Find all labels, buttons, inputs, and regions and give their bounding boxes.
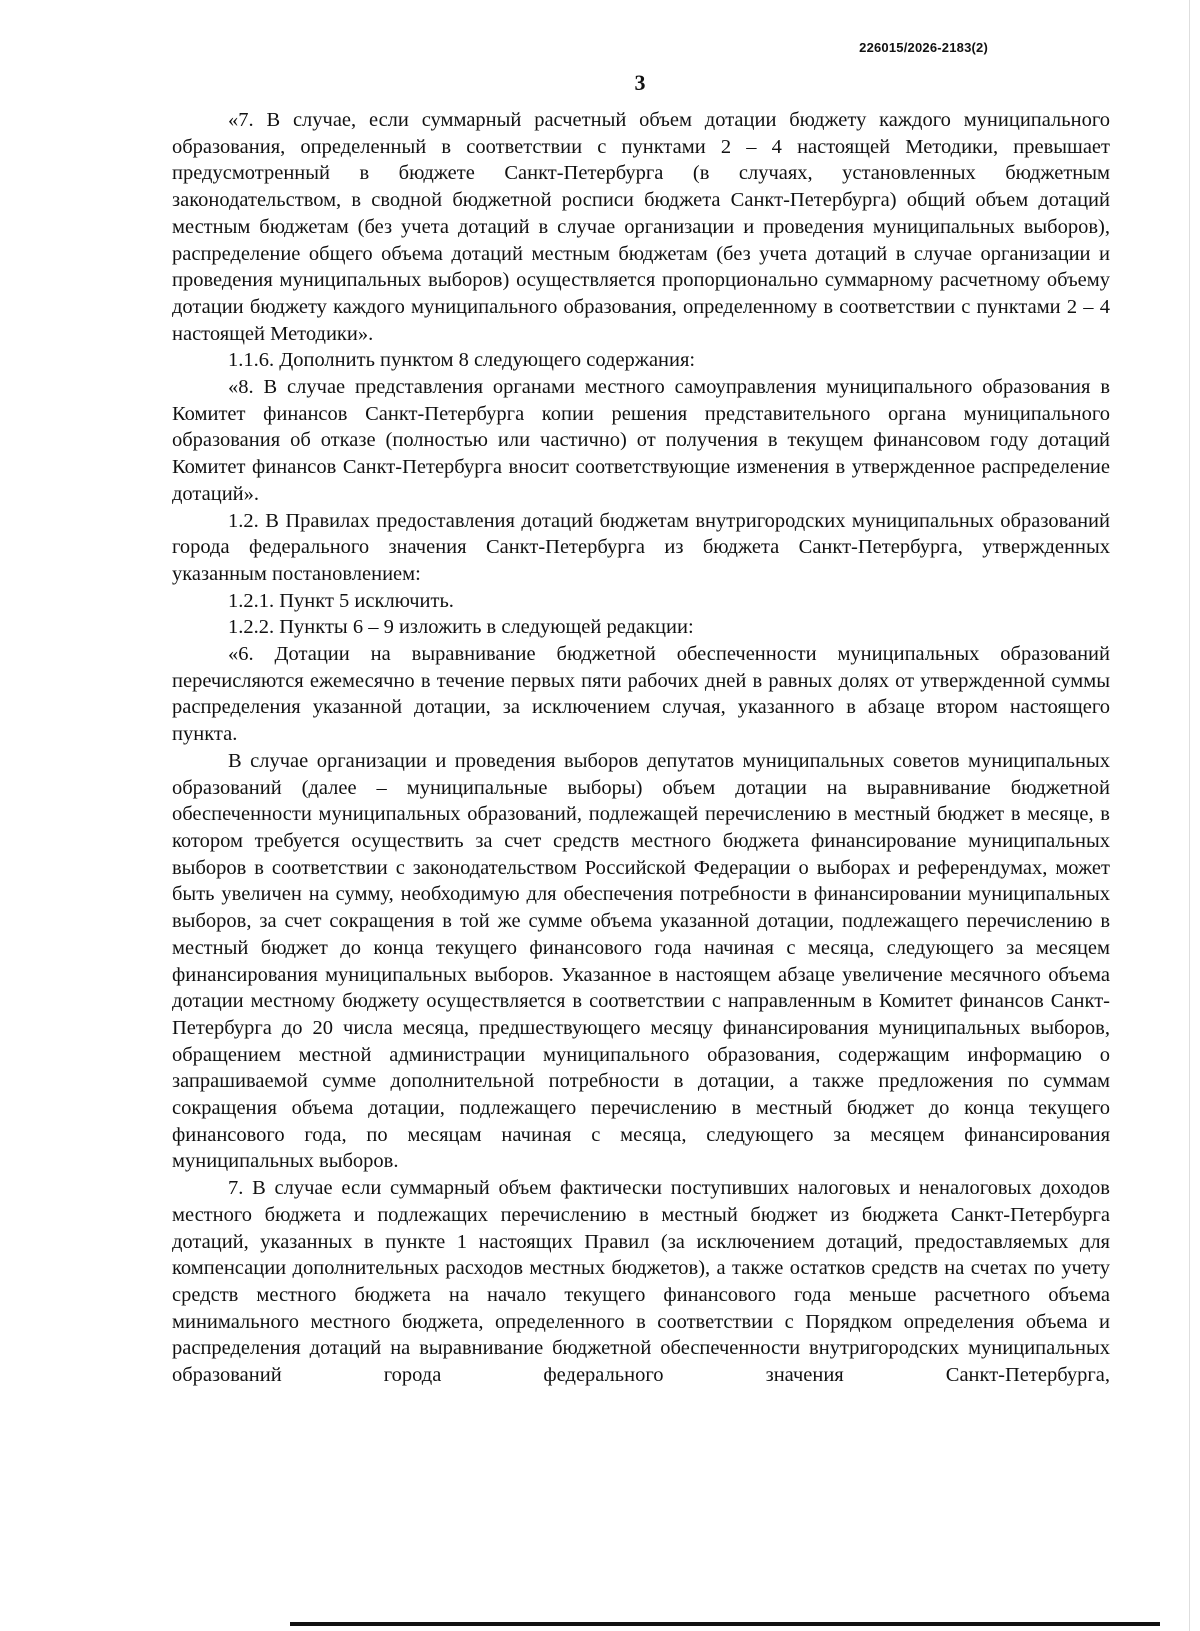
paragraph-rules-item-6-second-part: В случае организации и проведения выборов депутатов муниципальных советов муниципальных образований (далее – муниципальные выборы) объем дотации на выравнивание бюджетной обеспеченности муниципальных образований, подлежащей перечислению в местный бюджет в месяце, в котором требуется осуществить за счет средств местного бюджета финансирование муниципальных выборов в соответствии с законодательством Российской Федерации о выборах и референдумах, может быть увеличен на сумму, необходимую для обеспечения потребности в финансировании муниципальных выборов, за счет сокращения в той же сумме объема указанной дотации, подлежащего перечислению в местный бюджет до конца текущего финансового года начиная с месяца, следующего за месяцем финансирования муниципальных выборов. Указанное в настоящем абзаце увеличение месячного объема дотации местному бюджету осуществляется в соответствии с направленным в Комитет финансов Санкт-Петербурга до 20 числа месяца, предшествующего месяцу финансирования муниципальных выборов, обращением местной администрации муниципального образования, содержащим информацию о запрашиваемой сумме дополнительной потребности в дотации, а также предложения по суммам сокращения объема дотации, подлежащего перечислению в местный бюджет до конца текущего финансового года, по месяцам начиная с месяца, следующего за месяцем финансирования муниципальных выборов. <box>172 749 1110 1173</box>
paragraph-1-1-6: 1.1.6. Дополнить пунктом 8 следующего содержания: <box>228 349 696 372</box>
document-body <box>172 107 1110 1389</box>
document-code: 226015/2026-2183(2) <box>859 40 988 55</box>
paragraph-methodology-item-8: «8. В случае представления органами местного самоуправления муниципального образования в Комитет финансов Санкт-Петербурга копии решения представительного органа муниципального образования об отказе (полностью или частично) от получения в текущем финансовом году дотаций Комитет финансов Санкт-Петербурга вносит соответствующие изменения в утвержденное распределение дотаций». <box>172 376 1110 505</box>
paragraph-1-2-2: 1.2.2. Пункты 6 – 9 изложить в следующей редакции: <box>228 616 694 639</box>
paragraph-methodology-item-7: «7. В случае, если суммарный расчетный объем дотации бюджету каждого муниципального образования, определенный в соответствии с пунктами 2 – 4 настоящей Методики, превышает предусмотренный в бюджете Санкт-Петербурга (в случаях, установленных бюджетным законодательством, в сводной бюджетной росписи бюджета Санкт-Петербурга) общий объем дотаций местным бюджетам (без учета дотаций в случае организации и проведения муниципальных выборов), распределение общего объема дотаций местным бюджетам (без учета дотаций в случае организации и проведения муниципальных выборов) осуществляется пропорционально суммарному расчетному объему дотации бюджету каждого муниципального образования, определенному в соответствии с пунктами 2 – 4 настоящей Методики». <box>172 109 1110 345</box>
bottom-edge-rule <box>290 1622 1160 1626</box>
paragraph-rules-item-7: 7. В случае если суммарный объем фактически поступивших налоговых и неналоговых доходов местного бюджета и подлежащих перечислению в местный бюджет из бюджета Санкт-Петербурга дотаций, указанных в пункте 1 настоящих Правил (за исключением дотаций, предоставляемых для компенсации дополнительных расходов местных бюджетов), а также остатков средств на счетах по учету средств местного бюджета на начало текущего финансового года меньше расчетного объема минимального местного бюджета, определенного в соответствии с Порядком определения объема и распределения дотаций на выравнивание бюджетной обеспеченности внутригородских муниципальных образований города федерального значения Санкт-Петербурга, <box>172 1177 1110 1387</box>
scan-edge-line <box>1189 0 1190 1631</box>
paragraph-1-2-1: 1.2.1. Пункт 5 исключить. <box>228 589 454 612</box>
page-number: 3 <box>634 70 646 95</box>
paragraph-rules-item-6: «6. Дотации на выравнивание бюджетной обеспеченности муниципальных образований перечисляются ежемесячно в течение первых пяти рабочих дней в равных долях от утвержденной суммы распределения указанной дотации, за исключением случая, указанного в абзаце втором настоящего пункта. <box>172 643 1110 746</box>
paragraph-1-2: 1.2. В Правилах предоставления дотаций бюджетам внутригородских муниципальных образований города федерального значения Санкт-Петербурга из бюджета Санкт-Петербурга, утвержденных указанным постановлением: <box>172 509 1110 585</box>
